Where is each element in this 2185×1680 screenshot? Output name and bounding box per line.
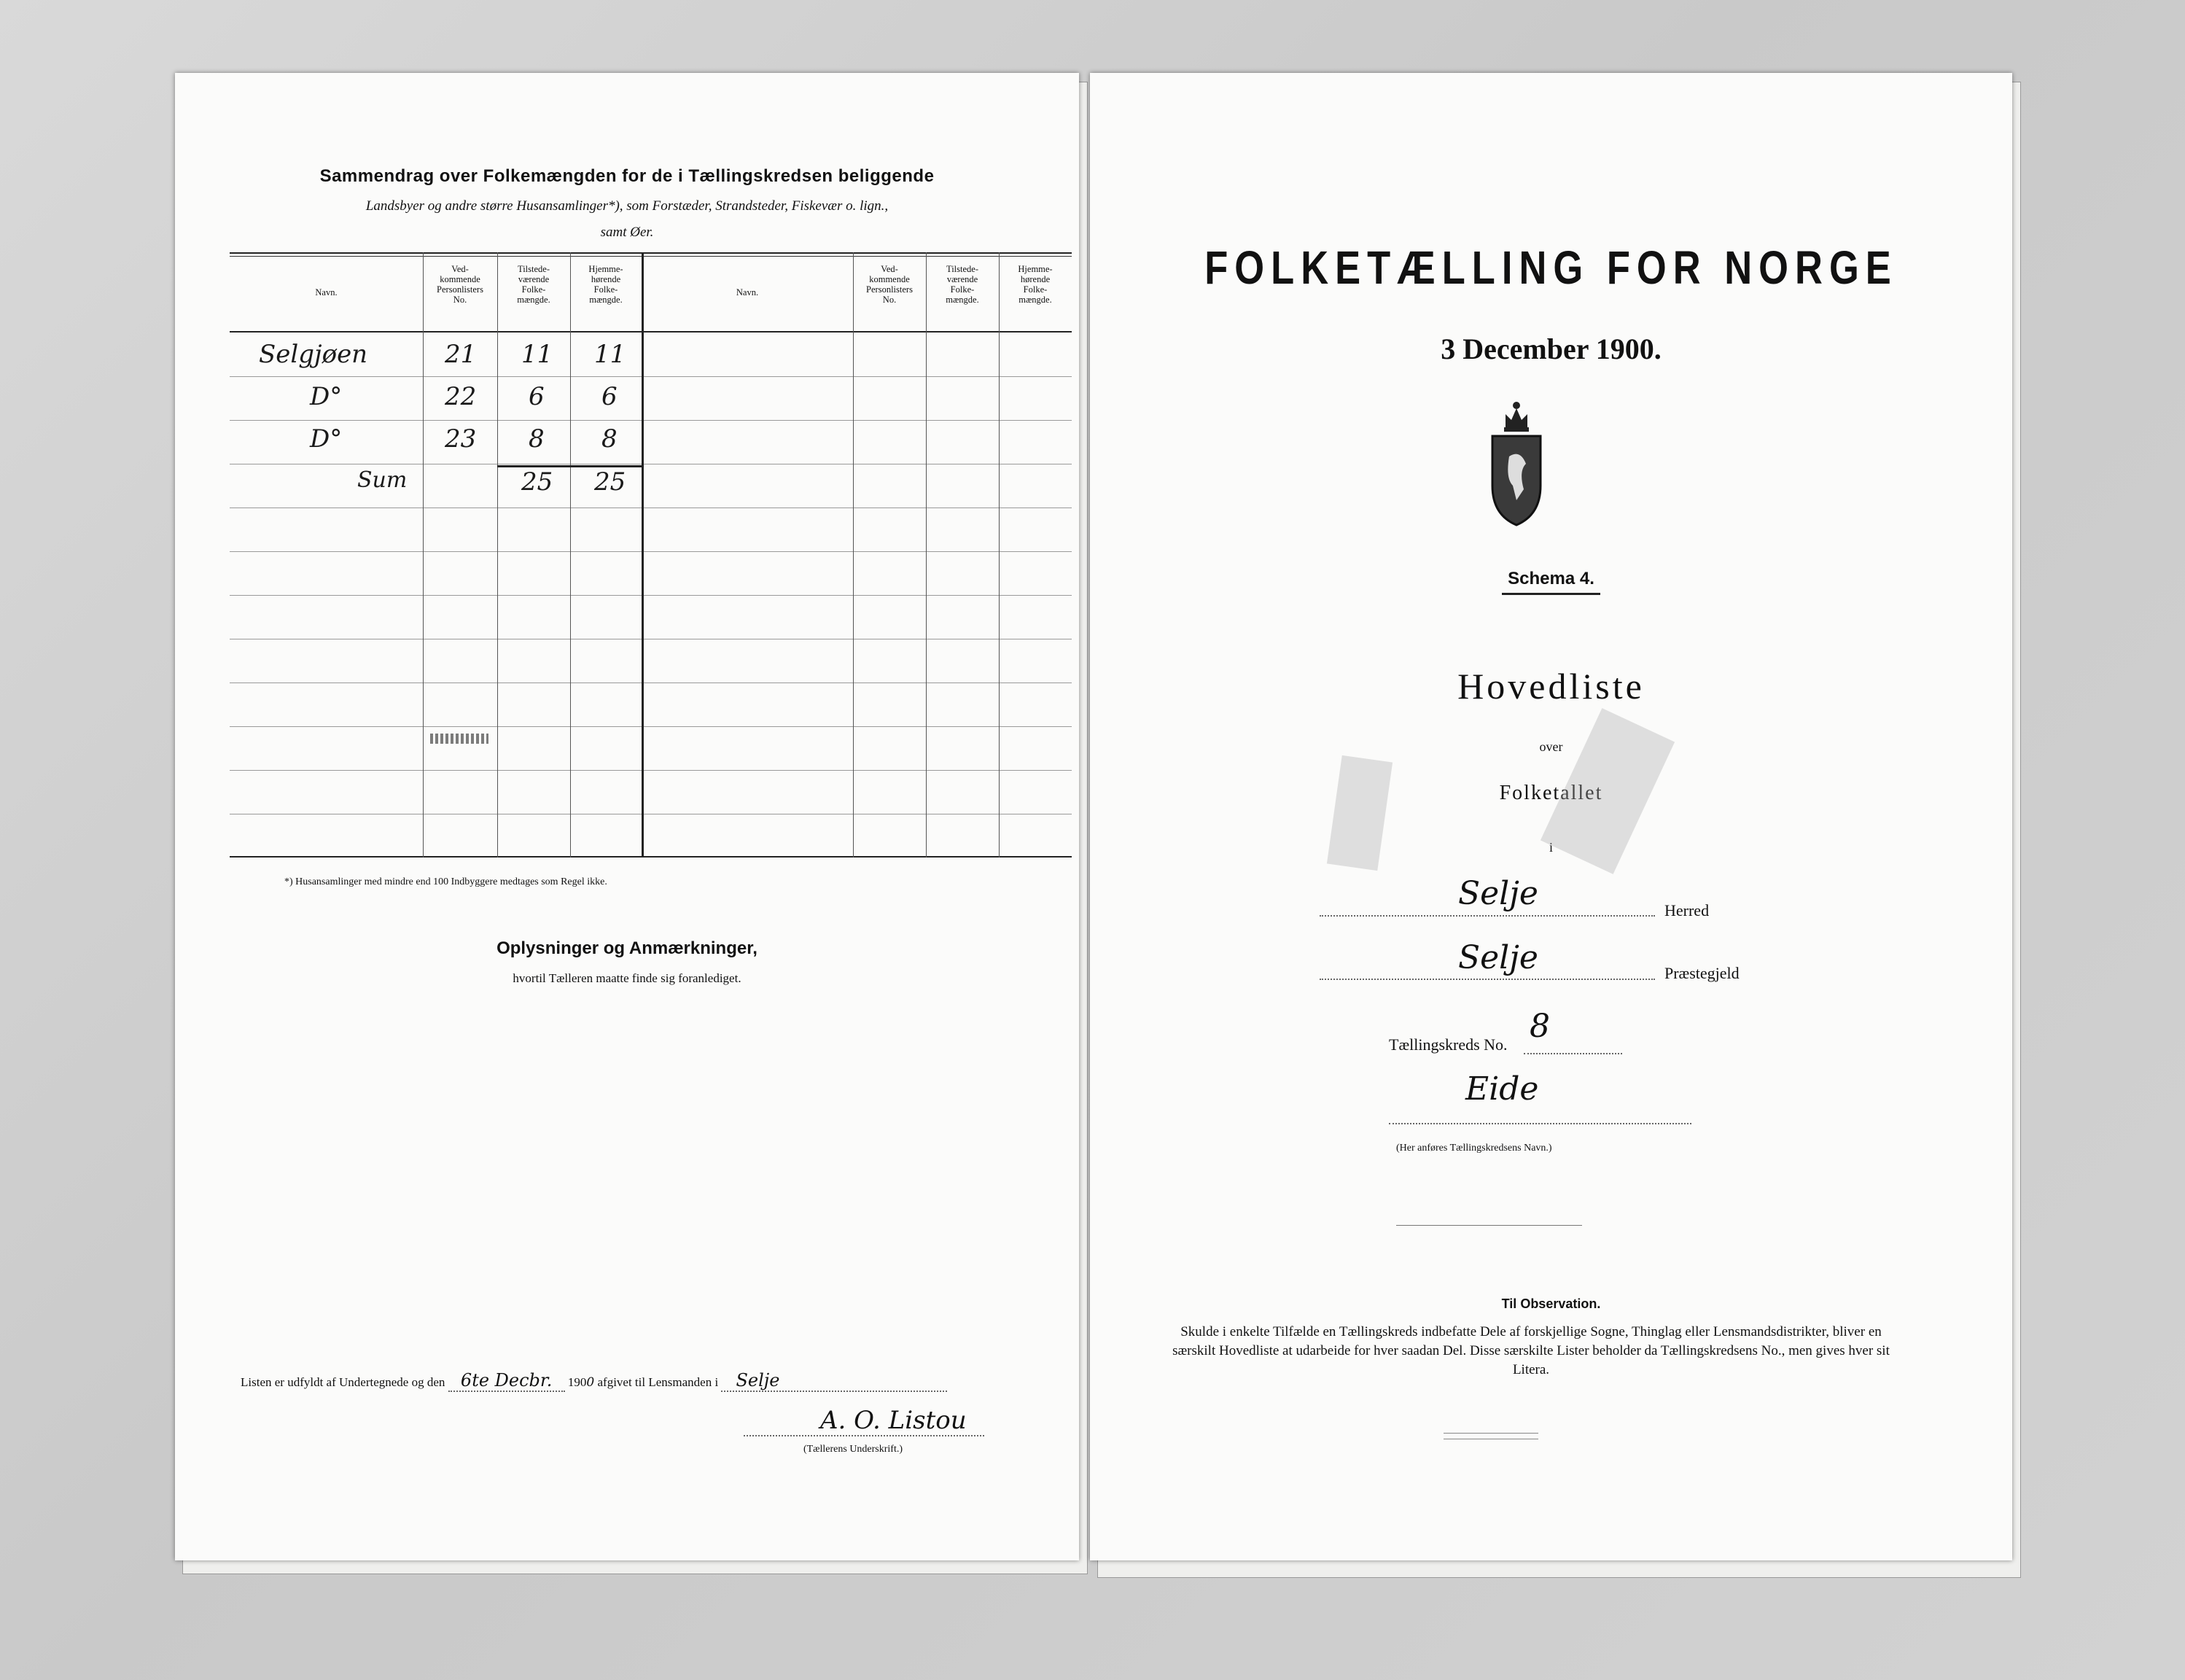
row-1-resident: 11 (594, 340, 626, 369)
row-3-name: D° (310, 424, 343, 454)
sum-present: 25 (521, 467, 553, 497)
summary-title: Sammendrag over Folkemængden for de i Tællingskredsen beliggende (319, 166, 935, 186)
divider (1396, 1225, 1582, 1226)
ink-mark (430, 734, 488, 744)
header-hjemmehorende-2: Hjemme- hørende Folke- mængde. (1018, 264, 1053, 305)
signature-line (744, 1435, 984, 1436)
row-2-name: D° (310, 382, 343, 411)
certification-year-prefix: 190 (567, 1375, 587, 1389)
i-word: i (1549, 840, 1553, 855)
observation-text: Skulde i enkelte Tilfælde en Tællingskreds indbefatte Dele af forskjellige Sogne, Thinglag eller Lensmandsdistrikter, bliver en særskilt Hovedliste at udarbeide for hver saadan Del. Disse særskilte Lister beholder da Tællingskredsens No., men gives hver sit Litera. (1172, 1324, 1890, 1377)
kreds-name-line (1389, 1123, 1691, 1124)
certification-year: 0 (586, 1375, 595, 1390)
row-2-no: 22 (445, 382, 477, 411)
kreds-caption: (Her anføres Tællingskredsens Navn.) (1396, 1143, 1552, 1154)
row-3-no: 23 (445, 424, 477, 454)
certification-text-2: afgivet til Lensmanden i (597, 1375, 719, 1389)
sum-label: Sum (357, 467, 408, 493)
sum-resident: 25 (594, 467, 626, 497)
kreds-name: Eide (1465, 1070, 1539, 1108)
header-tilstedevaerende-2: Tilstede- værende Folke- mængde. (946, 264, 979, 305)
header-navn: Navn. (315, 287, 338, 298)
notes-subtitle: hvortil Tælleren maatte finde sig foranlediget. (513, 971, 741, 985)
summary-subtitle-2: samt Øer. (600, 225, 654, 240)
hovedliste-title: Hovedliste (1457, 666, 1645, 707)
over-word: over (1539, 739, 1563, 754)
summary-subtitle: Landsbyer og andre større Husansamlinger*), som Forstæder, Strandsteder, Fiskevær o. lign., (365, 198, 889, 214)
kreds-number-line (1524, 1053, 1622, 1054)
coat-of-arms-icon (1484, 398, 1549, 529)
summary-table (230, 252, 1072, 858)
certification-line (241, 1370, 947, 1392)
prestegjeld-value: Selje (1458, 939, 1538, 976)
header-personlister-no-2: Ved- kommende Personlisters No. (866, 264, 913, 305)
schema-label (1090, 569, 2012, 589)
row-1-name: Selgjøen (259, 340, 368, 369)
divider-2 (1444, 1433, 1538, 1434)
row-1-no: 21 (445, 340, 477, 369)
prestegjeld-label: Præstegjeld (1664, 964, 1740, 982)
header-tilstedevaerende: Tilstede- værende Folke- mængde. (517, 264, 550, 305)
header-navn-2: Navn. (736, 287, 759, 298)
signature-caption: (Tællerens Underskrift.) (803, 1444, 903, 1455)
census-date: 3 December 1900. (1441, 332, 1662, 365)
certification-place: Selje (721, 1370, 947, 1392)
folketallet-title: Folketallet (1499, 782, 1603, 804)
row-2-present: 6 (529, 382, 545, 411)
left-page (175, 73, 1079, 1560)
observation-title: Til Observation. (1501, 1296, 1601, 1311)
row-2-resident: 6 (601, 382, 618, 411)
certification-date: 6te Decbr. (448, 1370, 565, 1392)
schema-text: Schema 4. (1502, 569, 1600, 595)
footnote: *) Husansamlinger med mindre end 100 Indbyggere medtages som Regel ikke. (284, 876, 607, 887)
signature: A. O. Listou (820, 1406, 967, 1435)
prestegjeld-line (1320, 979, 1655, 980)
notes-title: Oplysninger og Anmærkninger, (496, 938, 757, 958)
row-1-present: 11 (521, 340, 553, 369)
herred-label: Herred (1664, 901, 1710, 919)
row-3-resident: 8 (601, 424, 618, 454)
header-personlister-no: Ved- kommende Personlisters No. (437, 264, 483, 305)
kreds-number: 8 (1530, 1008, 1550, 1045)
certification-text: Listen er udfyldt af Undertegnede og den (241, 1375, 445, 1389)
herred-line (1320, 915, 1655, 917)
header-hjemmehorende: Hjemme- hørende Folke- mængde. (588, 264, 623, 305)
row-3-present: 8 (529, 424, 545, 454)
main-title: FOLKETÆLLING FOR NORGE (1204, 241, 1898, 294)
kreds-label: Tællingskreds No. (1389, 1035, 1508, 1054)
herred-value: Selje (1458, 875, 1538, 912)
